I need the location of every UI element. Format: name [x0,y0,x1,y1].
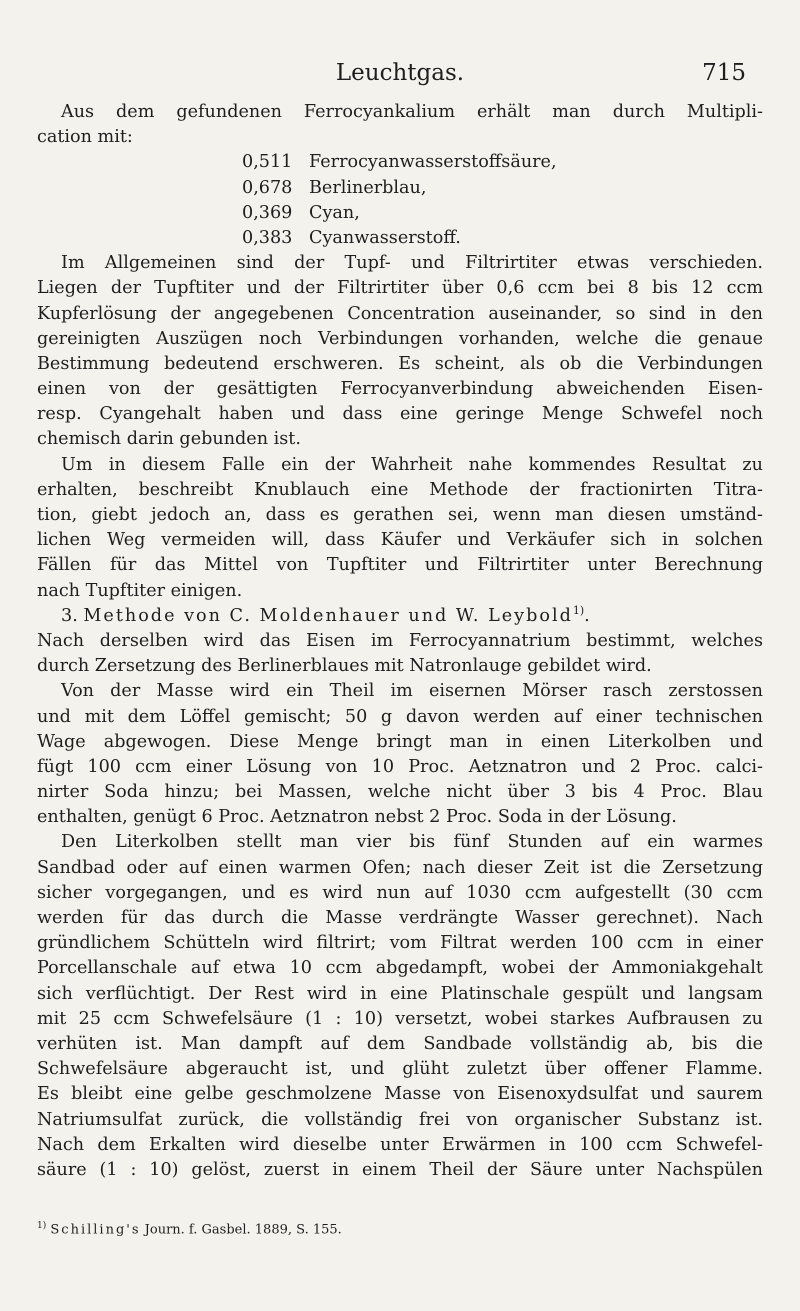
text-line: säure (1 : 10) gelöst, zuerst in einem Theil der Säure unter Nachspülen [37,1159,763,1180]
intro-line: Aus dem gefundenen Ferrocyankalium erhält man durch Multipli- [61,102,763,122]
text-line: Kupferlösung der angegebenen Concentration auseinander, so sind in den [37,303,763,324]
factor-value: 0,678 [242,177,293,198]
footnote-author: Schilling's [50,1222,141,1238]
text-line: sicher vorgegangen, und es wird nun auf 1030 ccm aufgestellt (30 ccm [37,882,763,903]
footnote [37,1221,342,1237]
text-line: Von der Masse wird ein Theil im eisernen Mörser rasch zerstossen [61,681,763,702]
text-line: lichen Weg vermeiden will, dass Käufer und Verkäufer sich in solchen [37,530,763,551]
text-line: Natriumsulfat zurück, die vollständig frei von organischer Substanz ist. [37,1109,763,1130]
text-line: Wage abgewogen. Diese Menge bringt man in einen Literkolben und [37,731,763,752]
text-line: gereinigten Auszügen noch Verbindungen vorhanden, welche die genaue [37,328,763,349]
text-line: Fällen für das Mittel von Tupftiter und Filtrirtiter unter Berechnung [37,555,763,576]
text-line: Schwefelsäure abgeraucht ist, und glüht zuletzt über offener Flamme. [37,1059,763,1080]
paragraph-4 [37,679,763,830]
text-line: sich verflüchtigt. Der Rest wird in eine Platinschale gespült und langsam [37,983,763,1004]
text-line: nach Tupftiter einigen. [37,580,243,601]
text-line: und mit dem Löffel gemischt; 50 g davon werden auf einer technischen [37,706,763,727]
factor-value: 0,511 [242,152,293,173]
footnote-reference[interactable]: 1) [572,603,585,617]
paragraph-1 [37,251,763,453]
text-line: durch Zersetzung des Berlinerblaues mit Natronlauge gebildet wird. [37,656,652,677]
intro-line: cation mit: [37,127,133,148]
factor-label: Berlinerblau, [309,177,427,198]
text-line: chemisch darin gebunden ist. [37,429,301,450]
text-line: Es bleibt eine gelbe geschmolzene Masse von Eisenoxydsulfat und saurem [37,1084,763,1105]
text-line: Um in diesem Falle ein der Wahrheit nahe kommendes Resultat zu [61,454,763,475]
text-line: verhüten ist. Man dampft auf dem Sandbade vollständig ab, bis die [37,1033,763,1054]
text-line: Im Allgemeinen sind der Tupf- und Filtrirtiter etwas verschieden. [61,253,763,274]
factor-label: Ferrocyanwasserstoffsäure, [309,152,557,173]
text-line: gründlichem Schütteln wird filtrirt; vom Filtrat werden 100 ccm in einer [37,933,763,954]
footnote-source: Journ. f. Gasbel. 1889, S. 155. [144,1222,342,1238]
text-line: werden für das durch die Masse verdrängte Wasser gerechnet). Nach [37,908,763,928]
page-number: 715 [702,60,746,86]
text-line: Liegen der Tupftiter und der Filtrirtiter über 0,6 ccm bei 8 bis 12 ccm [37,278,763,299]
footnote-marker: 1) [37,1221,47,1231]
page-header [0,58,800,98]
text-line: Sandbad oder auf einen warmen Ofen; nach dieser Zeit ist die Zersetzung [37,857,763,878]
factor-label: Cyan, [309,202,360,223]
paragraph-5 [37,830,763,1183]
factor-row [37,150,763,175]
text-line: enthalten, genügt 6 Proc. Aetznatron nebst 2 Proc. Soda in der Lösung. [37,807,677,828]
text-line: Den Literkolben stellt man vier bis fünf Stunden auf ein warmes [61,832,763,853]
factor-label: Cyanwasserstoff. [309,227,461,248]
text-line: erhalten, beschreibt Knublauch eine Methode der fractionirten Titra- [37,479,763,500]
factor-row [37,226,763,251]
text-line: Porcellanschale auf etwa 10 ccm abgedampft, wobei der Ammoniakgehalt [37,958,763,979]
factor-row [37,201,763,226]
paragraph-3 [37,604,763,680]
factor-value: 0,369 [242,202,293,223]
section-heading [37,604,763,629]
text-line: fügt 100 ccm einer Lösung von 10 Proc. Aetznatron und 2 Proc. calci- [37,756,763,777]
text-line: einen von der gesättigten Ferrocyanverbindung abweichenden Eisen- [37,379,763,400]
text-line: Nach dem Erkalten wird dieselbe unter Erwärmen in 100 ccm Schwefel- [37,1134,763,1155]
heading-end: . [584,605,590,626]
factor-row [37,176,763,201]
running-title: Leuchtgas. [335,60,465,86]
text-line: Bestimmung bedeutend erschweren. Es scheint, als ob die Verbindungen [37,353,763,374]
text-line: nirter Soda hinzu; bei Massen, welche nicht über 3 bis 4 Proc. Blau [37,782,763,803]
text-line: Nach derselben wird das Eisen im Ferrocyannatrium bestimmt, welches [37,630,763,651]
section-title: Methode von C. Moldenhauer und W. Leybold [83,605,573,626]
text-line: resp. Cyangehalt haben und dass eine geringe Menge Schwefel noch [37,404,763,425]
text-line: mit 25 ccm Schwefelsäure (1 : 10) versetzt, wobei starkes Aufbrausen zu [37,1008,763,1029]
section-number: 3. [61,605,78,626]
text-line: tion, giebt jedoch an, dass es gerathen sei, wenn man diesen umständ- [37,505,763,525]
factor-value: 0,383 [242,227,293,248]
body-text [37,100,763,1183]
paragraph-2 [37,453,763,604]
